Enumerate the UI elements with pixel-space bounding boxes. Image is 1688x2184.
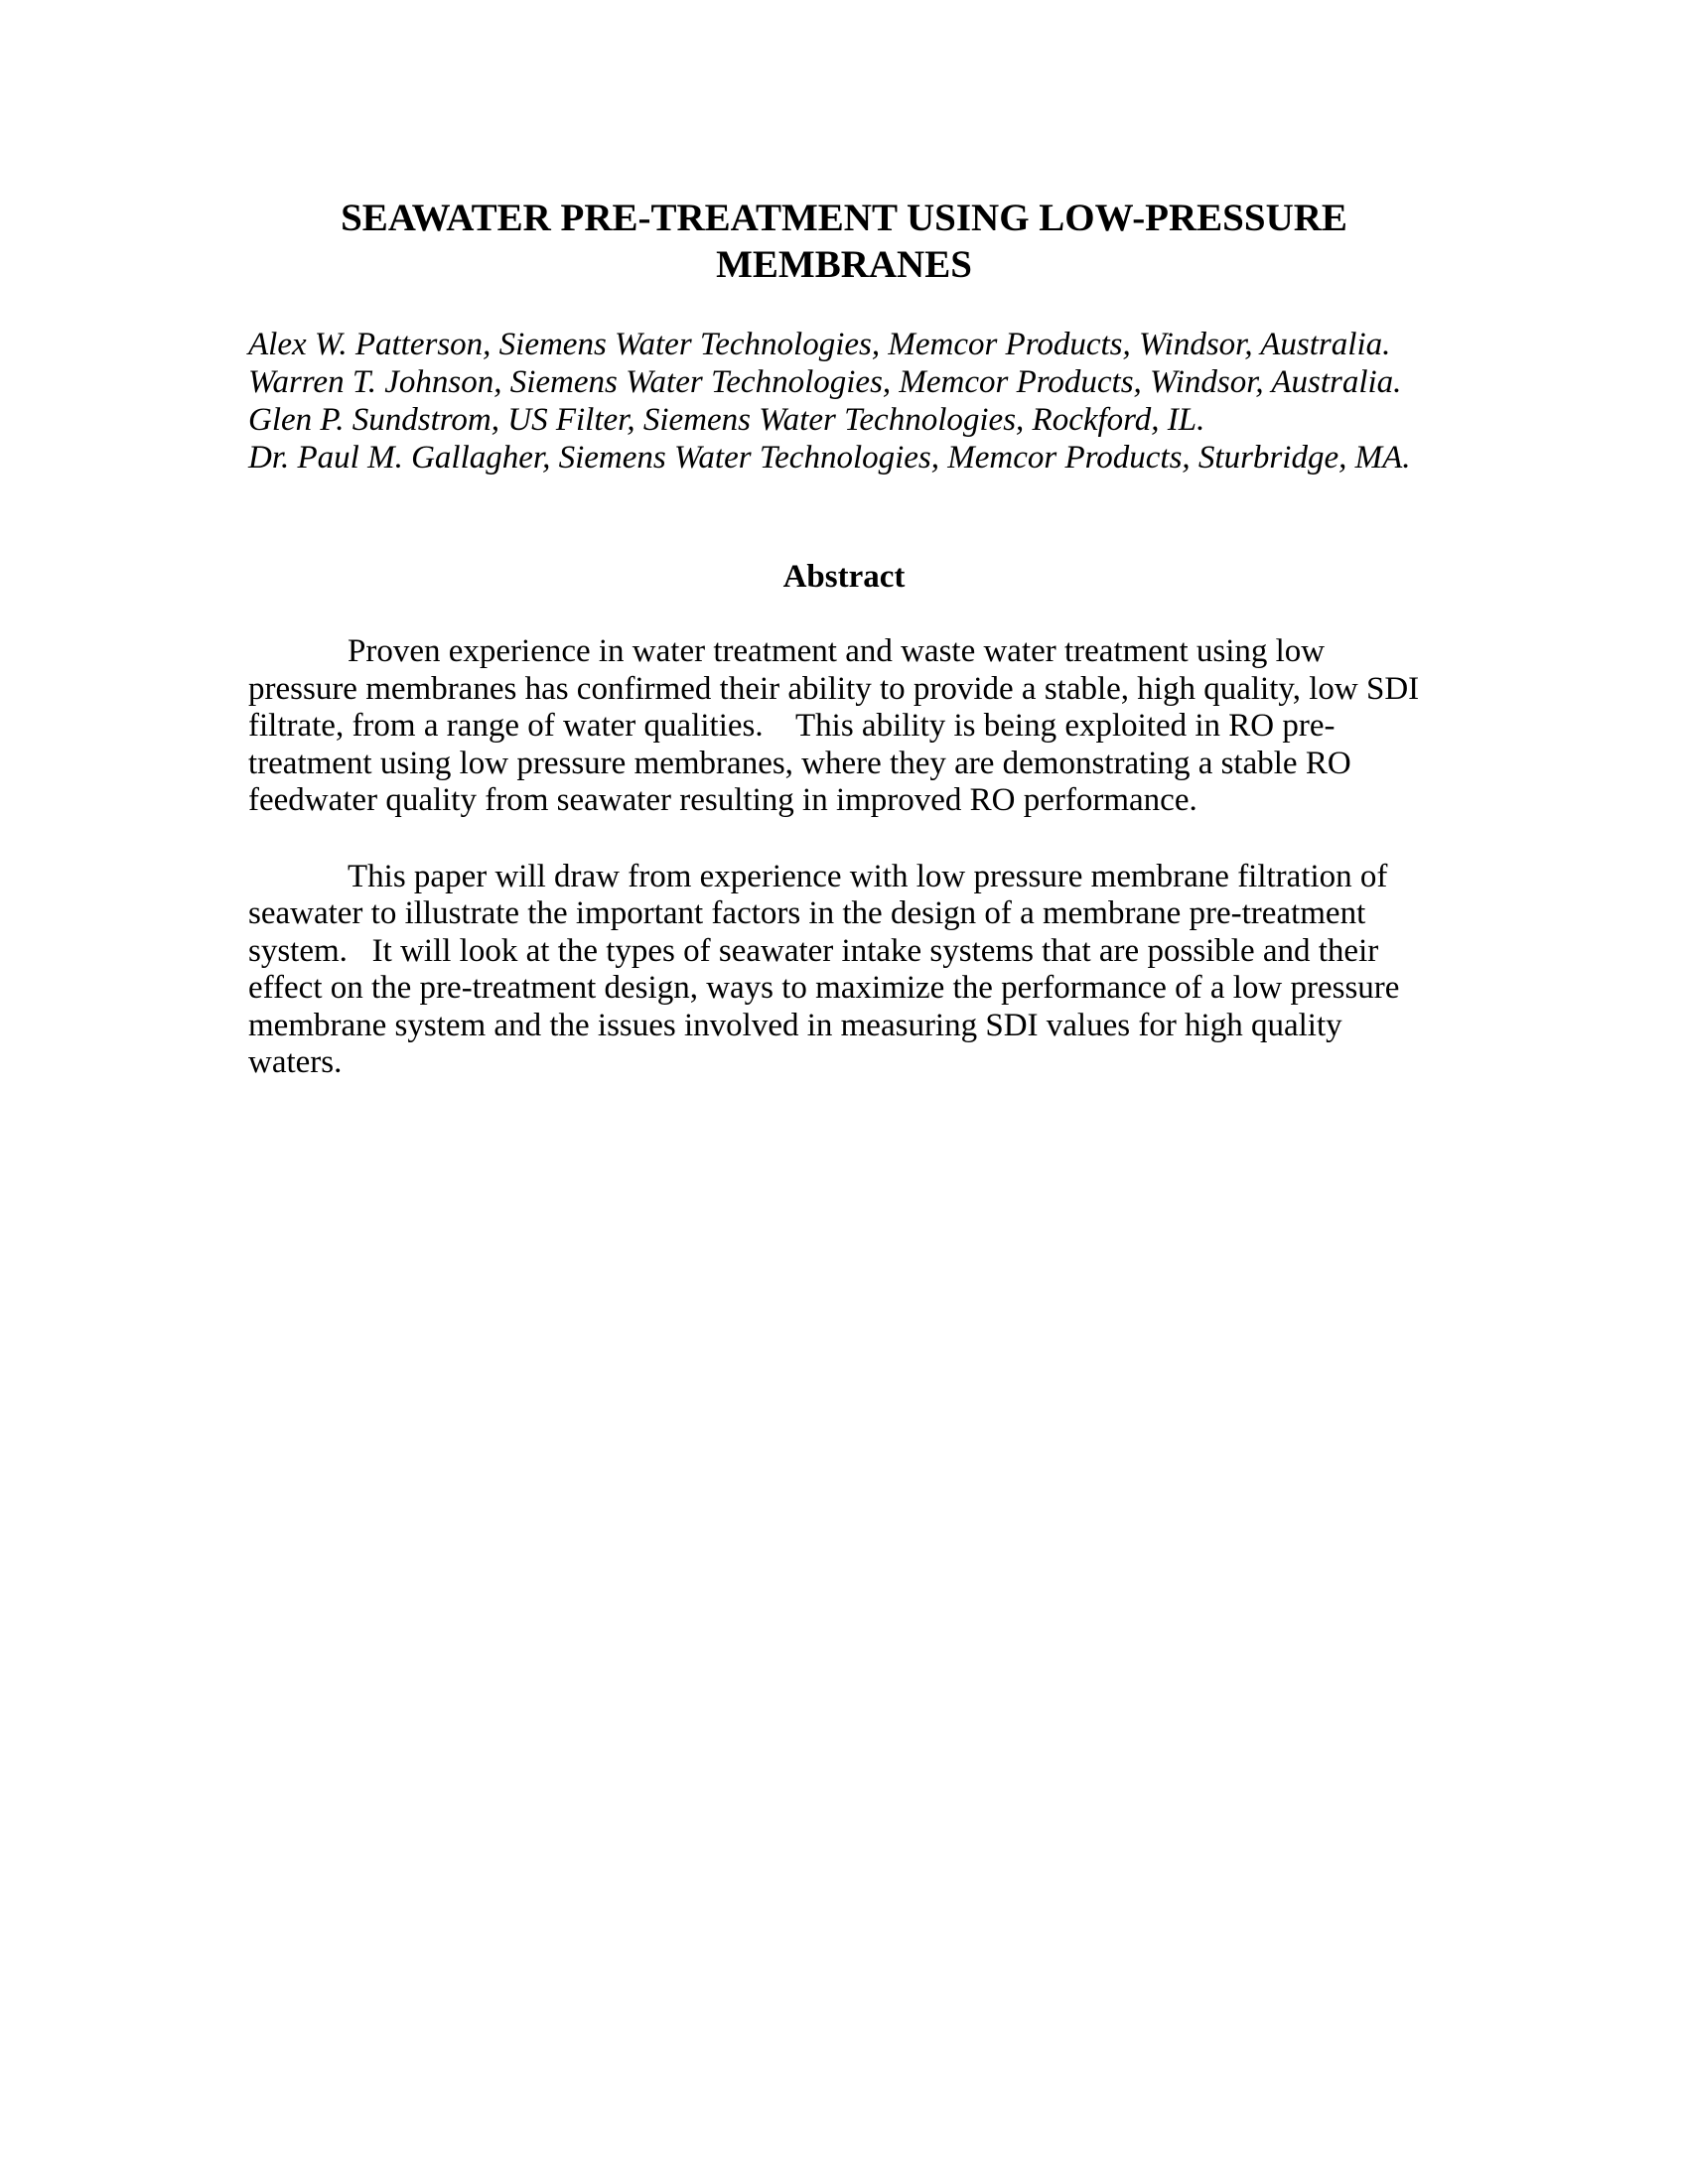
paper-title-line-2: MEMBRANES <box>716 243 972 286</box>
paragraph-2-line-5: membrane system and the issues involved in measuring SDI values for high quality <box>248 1007 1342 1043</box>
author-list <box>248 326 1440 477</box>
author-line-1: Alex W. Patterson, Siemens Water Technologies, Memcor Products, Windsor, Australia. <box>248 327 1391 362</box>
paragraph-1-line-3: filtrate, from a range of water qualities. This ability is being exploited in RO pre- <box>248 708 1336 744</box>
paragraph-2-line-4: effect on the pre-treatment design, ways to maximize the performance of a low pressure <box>248 970 1400 1006</box>
paragraph-1-line-5: feedwater quality from seawater resulting in improved RO performance. <box>248 782 1197 818</box>
paragraph-2-line-3: system. It will look at the types of seawater intake systems that are possible and their <box>248 932 1379 969</box>
paper-title-line-1: SEAWATER PRE-TREATMENT USING LOW-PRESSURE <box>341 197 1347 239</box>
paragraph-1-line-1: Proven experience in water treatment and waste water treatment using low <box>348 633 1326 669</box>
paper-title <box>248 0 1440 288</box>
paragraph-2-line-6: waters. <box>248 1044 343 1080</box>
abstract-paragraph-2 <box>248 859 1440 1082</box>
page-content <box>0 0 1688 1082</box>
paragraph-1-line-2: pressure membranes has confirmed their ability to provide a stable, high quality, low SDI <box>248 670 1420 707</box>
paragraph-1-line-4: treatment using low pressure membranes, where they are demonstrating a stable RO <box>248 745 1351 781</box>
abstract-heading: Abstract <box>782 559 906 595</box>
author-line-2: Warren T. Johnson, Siemens Water Technologies, Memcor Products, Windsor, Australia. <box>248 364 1402 400</box>
author-line-3: Glen P. Sundstrom, US Filter, Siemens Water Technologies, Rockford, IL. <box>248 402 1205 438</box>
abstract-paragraph-1 <box>248 633 1440 820</box>
paragraph-2-line-1: This paper will draw from experience with low pressure membrane filtration of <box>348 858 1388 894</box>
paragraph-2-line-2: seawater to illustrate the important factors in the design of a membrane pre-treatment <box>248 895 1366 931</box>
author-line-4: Dr. Paul M. Gallagher, Siemens Water Technologies, Memcor Products, Sturbridge, MA. <box>248 440 1411 476</box>
